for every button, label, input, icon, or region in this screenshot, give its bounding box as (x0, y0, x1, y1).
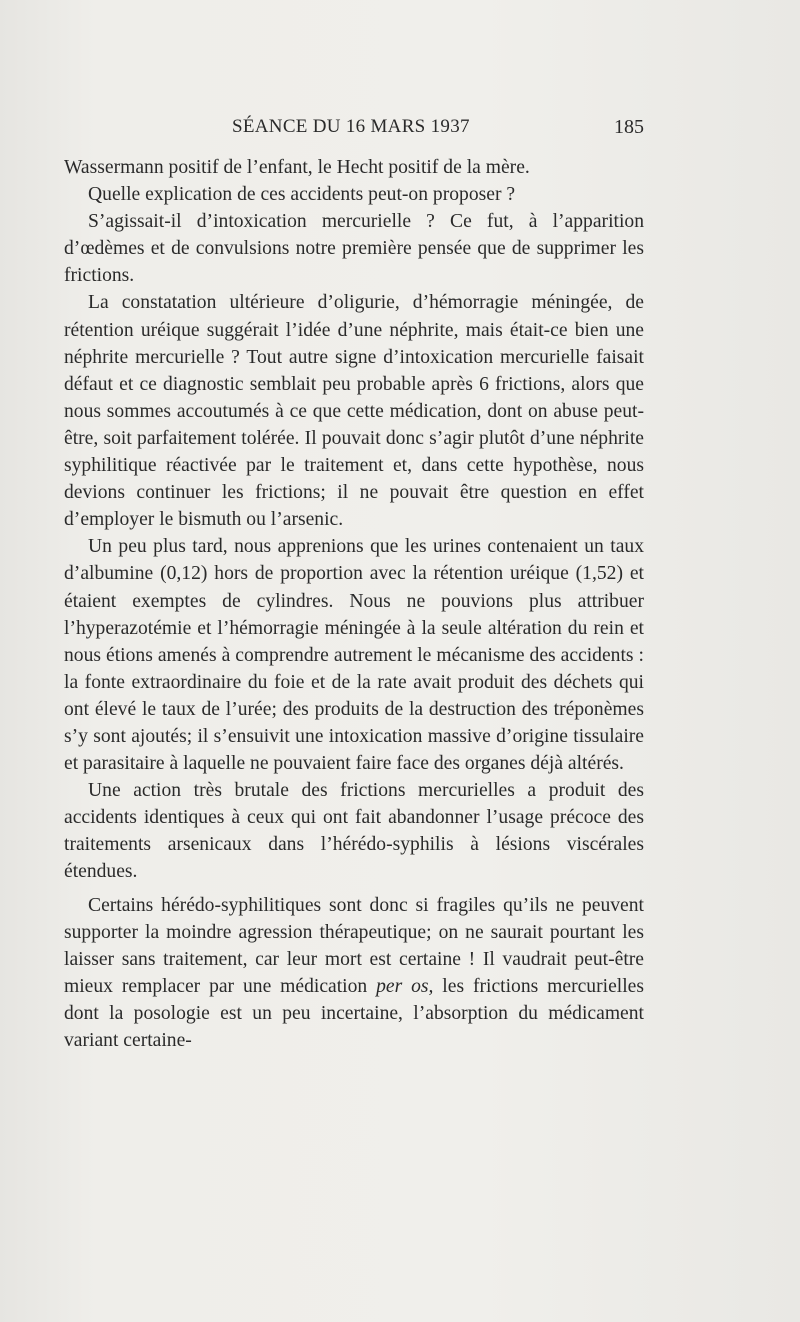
paragraph: S’agissait-il d’intoxication mercurielle ? Ce fut, à l’apparition d’œdèmes et de convulsions notre première pensée que de supprimer les frictions. (64, 211, 644, 287)
running-header (64, 116, 644, 144)
paragraph-last (64, 892, 644, 1055)
page-number: 185 (614, 116, 644, 138)
text-run: les frictions mercurielles dont la posologie est un peu incertaine, l’absorption du médicament variant certaine- (64, 975, 644, 1051)
paragraph: Quelle explication de ces accidents peut-on proposer ? (88, 184, 516, 206)
paragraph: La constatation ultérieure d’oligurie, d’hémorragie méningée, de rétention uréique suggérait l’idée d’une néphrite, mais était-ce bien une néphrite mercurielle ? Tout autre signe d’intoxication mercurielle faisait défaut et ce diagnostic semblait peu probable après 6 frictions, alors que nous sommes accoutumés à ce que cette médication, dont on abuse peut-être, soit parfaitement tolérée. Il pouvait donc s’agir plutôt d’une néphrite syphilitique réactivée par le traitement et, dans cette hypothèse, nous devions continuer les frictions; il ne pouvait être question en effet d’employer le bismuth ou l’arsenic. (64, 292, 644, 531)
paragraph: Wassermann positif de l’enfant, le Hecht positif de la mère. (64, 157, 530, 178)
running-title: SÉANCE DU 16 MARS 1937 (232, 116, 470, 137)
body-text (64, 154, 644, 1054)
paragraph: Une action très brutale des frictions mercurielles a produit des accidents identiques à ceux qui ont fait abandonner l’usage précoce des traitements arsenicaux dans l’hérédo-syphilis à lésions viscérales étendues. (64, 780, 644, 883)
text-run: Certains hérédo-syphilitiques sont donc si fragiles qu’ils ne peuvent supporter la moindre agression thérapeutique; on ne saurait pourtant les laisser sans traitement, car leur mort est certaine ! Il vaudrait peut-être mieux remplacer par une médication (64, 894, 644, 997)
paragraph: Un peu plus tard, nous apprenions que les urines contenaient un taux d’albumine (0,12) hors de proportion avec la rétention uréique (1,52) et étaient exemptes de cylindres. Nous ne pouvions plus attribuer l’hyperazotémie et l’hémorragie méningée à la seule altération du rein et nous étions amenés à comprendre autrement le mécanisme des accidents : la fonte extraordinaire du foie et de la rate avait produit des déchets qui ont élevé le taux de l’urée; des produits de la destruction des tréponèmes s’y sont ajoutés; il s’ensuivit une intoxication massive d’origine tissulaire et parasitaire à laquelle ne pouvaient faire face des organes déjà altérés. (64, 536, 644, 775)
italic-text: per os, (376, 975, 434, 997)
